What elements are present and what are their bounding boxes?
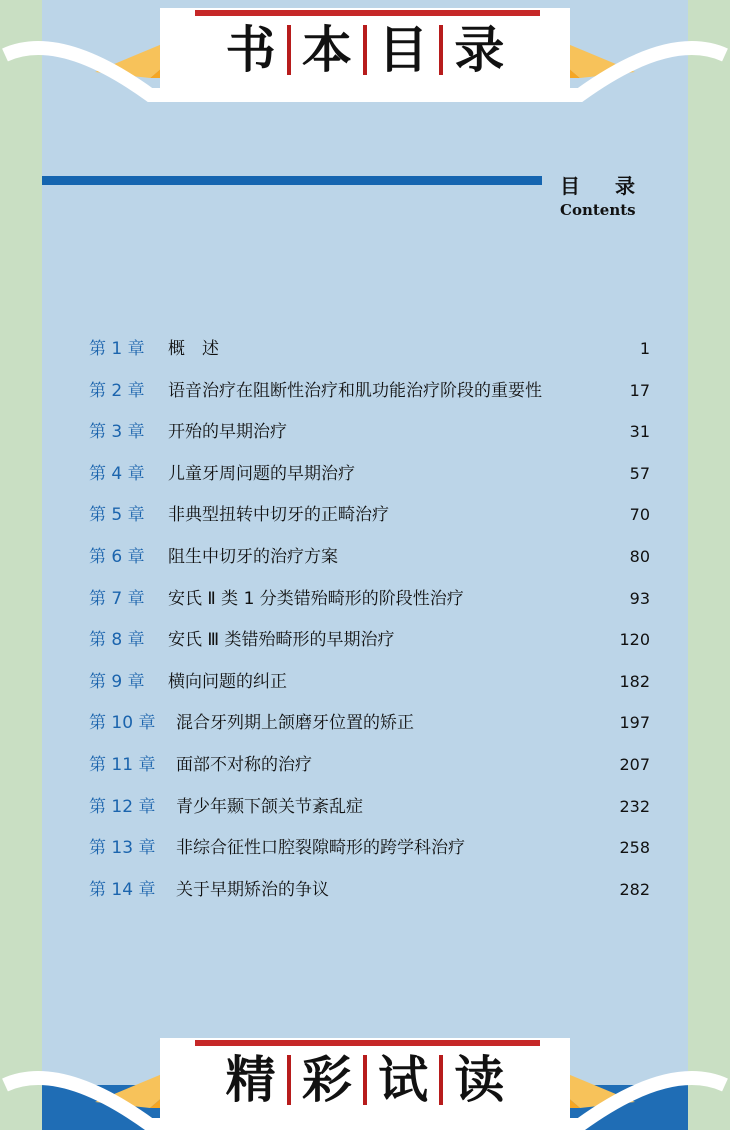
toc-entry [0,584,730,626]
header-rule [42,176,542,185]
chapter-title: 儿童牙周问题的早期治疗 [168,463,355,484]
page-number: 182 [619,671,650,691]
toc-entry [0,875,730,917]
toc-entry [0,750,730,792]
chapter-title: 关于早期矫治的争议 [176,879,329,900]
page-number: 80 [629,546,650,566]
table-of-contents [0,334,730,916]
chapter-number: 第 5 章 [89,505,145,526]
toc-entry [0,459,730,501]
top-banner-title [215,18,515,82]
banner-separator [363,25,367,75]
toc-title-en: Contents [560,201,636,219]
chapter-number: 第 1 章 [89,339,145,359]
toc-entry [0,792,730,834]
page-number: 282 [619,879,650,899]
toc-entry [0,417,730,459]
page-number: 17 [629,380,650,400]
page-number: 232 [619,796,650,816]
chapter-number: 第 7 章 [89,588,145,609]
banner-char: 录 [454,21,505,79]
chapter-title: 横向问题的纠正 [168,671,287,692]
chapter-title: 非典型扭转中切牙的正畸治疗 [168,505,389,526]
chapter-title: 混合牙列期上颌磨牙位置的矫正 [176,713,414,734]
page-number: 93 [629,588,650,608]
chapter-number: 第 11 章 [89,754,156,775]
banner-separator [287,25,291,75]
banner-char: 本 [301,21,352,79]
page-number: 57 [629,463,650,483]
page-number: 1 [639,339,650,358]
banner-separator [287,1055,291,1105]
toc-entry [0,833,730,875]
banner-char: 书 [225,21,276,79]
bottom-banner-title [215,1048,515,1112]
chapter-number: 第 9 章 [89,671,145,692]
banner-separator [363,1055,367,1105]
chapter-title: 面部不对称的治疗 [176,754,312,775]
chapter-title: 安氏 Ⅲ 类错殆畸形的早期治疗 [168,630,395,651]
banner-char: 精 [225,1051,276,1109]
banner-char: 试 [378,1051,429,1109]
toc-entry [0,625,730,667]
chapter-number: 第 8 章 [89,630,145,651]
chapter-number: 第 3 章 [89,422,145,443]
chapter-number: 第 13 章 [89,838,156,859]
chapter-number: 第 4 章 [89,463,145,484]
chapter-number: 第 6 章 [89,546,145,567]
chapter-title: 概 述 [168,339,219,359]
page-number: 31 [629,422,650,442]
page-number: 70 [629,505,650,525]
chapter-number: 第 2 章 [89,380,145,401]
banner-separator [439,25,443,75]
page-number: 207 [619,754,650,774]
toc-entry [0,708,730,750]
banner-char: 彩 [301,1051,352,1109]
chapter-number: 第 12 章 [89,796,156,817]
banner-char: 读 [454,1051,505,1109]
toc-entry [0,376,730,418]
page-number: 120 [619,630,650,650]
toc-entry [0,542,730,584]
toc-entry [0,500,730,542]
banner-char: 目 [378,21,429,79]
chapter-title: 阻生中切牙的治疗方案 [168,546,338,567]
page-number: 197 [619,713,650,733]
chapter-title: 安氏 Ⅱ 类 1 分类错殆畸形的阶段性治疗 [168,588,464,609]
chapter-title: 语音治疗在阻断性治疗和肌功能治疗阶段的重要性 [168,380,542,401]
toc-title-cn: 目 录 [560,174,649,198]
chapter-number: 第 10 章 [89,713,156,734]
top-banner [0,0,730,110]
chapter-title: 开殆的早期治疗 [168,422,287,443]
bottom-banner [0,1030,730,1130]
chapter-title: 青少年颞下颌关节紊乱症 [176,796,363,817]
page-number: 258 [619,838,650,858]
banner-separator [439,1055,443,1105]
toc-entry [0,334,730,376]
chapter-number: 第 14 章 [89,879,156,900]
chapter-title: 非综合征性口腔裂隙畸形的跨学科治疗 [176,838,465,859]
toc-heading [560,170,660,219]
toc-entry [0,667,730,709]
